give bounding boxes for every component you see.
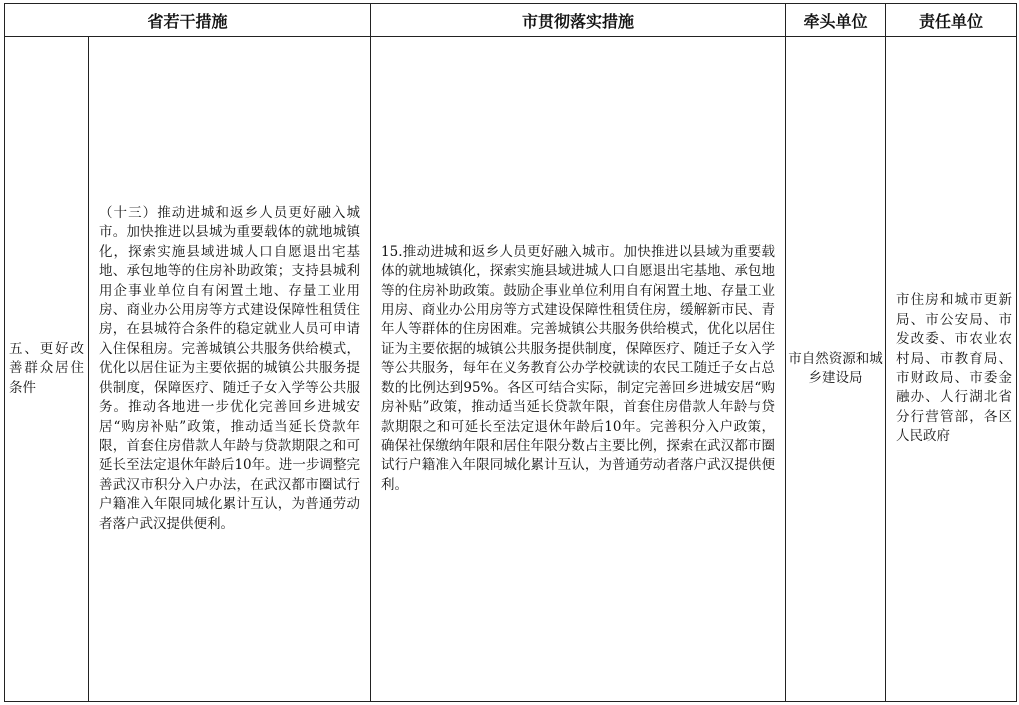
lead-unit-cell: 市自然资源和城乡建设局 — [786, 37, 886, 702]
city-measure-cell: 15.推动进城和返乡人员更好融入城市。加快推进以县域为重要载体的就地城镇化，探索实施县域进城人口自愿退出宅基地、承包地等的住房补助政策。鼓励企事业单位利用自有闲置土地、存量工业用房、商业办公用房等方式建设保障性租赁住房，缓解新市民、青年人等群体的住房困难。完善城镇公共服务供给模式，优化以居住证为主要依据的城镇公共服务提供制度，保障医疗、随迁子女入学等公共服务，每年在义务教育公办学校就读的农民工随迁子女占总数的比例达到95%。各区可结合实际，制定完善回乡进城安居“购房补贴”政策，推动适当延长贷款年限，首套住房借款人年龄与贷款期限之和可延长至法定退休年龄后10年。完善积分入户政策，确保社保缴纳年限和居住年限分数占主要比例，探索在武汉都市圈试行户籍准入年限同城化累计互认，为普通劳动者落户武汉提供便利。 — [371, 37, 786, 702]
category-cell: 五、更好改善群众居住条件 — [5, 37, 89, 702]
responsible-units-cell: 市住房和城市更新局、市公安局、市发改委、市农业农村局、市教育局、市财政局、市委金融办、人行湖北省分行营管部，各区人民政府 — [886, 37, 1017, 702]
province-measure-cell: （十三）推动进城和返乡人员更好融入城市。加快推进以县城为重要载体的就地城镇化，探索实施县域进城人口自愿退出宅基地、承包地等的住房补助政策；支持县城利用企事业单位自有闲置土地、存量工业用房、商业办公用房等方式建设保障性租赁住房，在县城符合条件的稳定就业人员可申请入住保租房。完善城镇公共服务供给模式，优化以居住证为主要依据的城镇公共服务提供制度，保障医疗、随迁子女入学等公共服务。推动各地进一步优化完善回乡进城安居“购房补贴”政策，推动适当延长贷款年限，首套住房借款人年龄与贷款期限之和可延长至法定退休年龄后10年。进一步调整完善武汉市积分入户办法，在武汉都市圈试行户籍准入年限同城化累计互认，为普通劳动者落户武汉提供便利。 — [89, 37, 371, 702]
header-city-measures: 市贯彻落实措施 — [371, 4, 786, 37]
measures-table — [4, 3, 1017, 702]
header-lead-unit: 牵头单位 — [786, 4, 886, 37]
table-row — [5, 37, 1017, 702]
header-row — [5, 4, 1017, 37]
header-province-measures: 省若干措施 — [5, 4, 371, 37]
header-responsible-units: 责任单位 — [886, 4, 1017, 37]
